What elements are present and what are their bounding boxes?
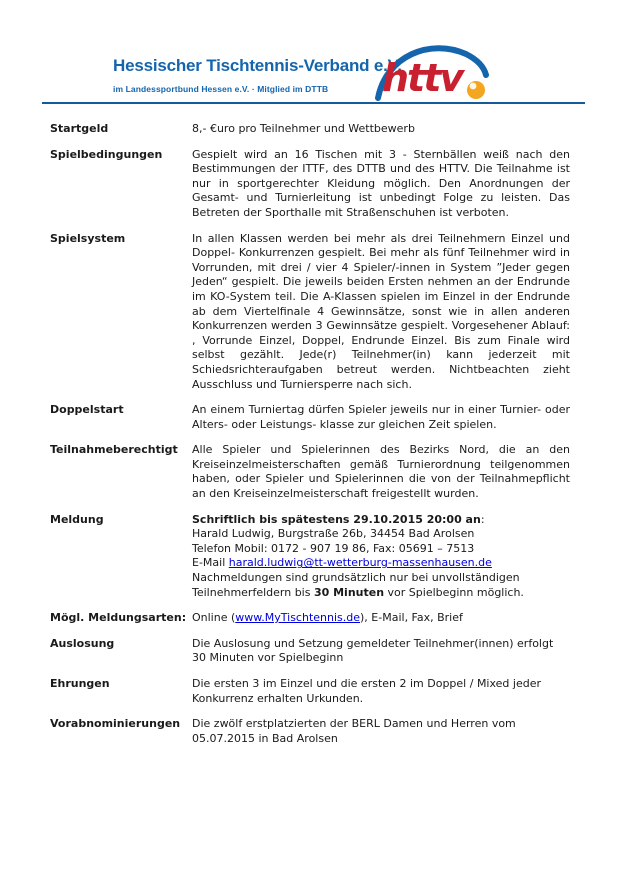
section-text: In allen Klassen werden bei mehr als drei Teilnehmern Einzel und Doppel- Konkurrenzen gespielt. Bei mehr als fünf Teilnehmer wird in Vorrunden, mit drei / vier 4 Spieler/-innen in System ”Jeder gegen Jeden“ gespielt. Die jeweils beiden Ersten nehmen an der Endrunde im KO-System teil. Die A-Klassen spielen im Einzel in der Endrunde ab dem Viertelfinale 4 Gewinnsätze, sonst wie in allen anderen Konkurrenzen werden 3 Gewinnsätze gespielt. Vorgesehener Ablauf: , Vorrunde Einzel, Doppel, Endrunde Einzel. Bis zum Finale wird selbst gezählt. Jede(r) Teilnehmer(in) kann jederzeit mit Schiedsrichteraufgaben betreut werden. Nichtbeachten zieht Ausschluss und Turniersperre nach sich. <box>192 231 570 391</box>
section-spielbedingungen <box>50 148 570 221</box>
mytischtennis-link[interactable]: www.MyTischtennis.de <box>235 611 361 625</box>
section-label: Vorabnominierungen <box>50 717 181 731</box>
meldung-note-post: vor Spielbeginn möglich. <box>384 585 524 599</box>
meldung-note-bold: 30 Minuten <box>313 585 385 599</box>
org-subtitle: im Landessportbund Hessen e.V. · Mitglied im DTTB <box>113 84 329 94</box>
section-label: Doppelstart <box>50 403 124 417</box>
section-label: Mögl. Meldungsarten: <box>50 611 187 625</box>
section-text: Die zwölf erstplatzierten der BERL Damen und Herren vom 05.07.2015 in Bad Arolsen <box>192 717 516 745</box>
section-text: An einem Turniertag dürfen Spieler jeweils nur in einer Turnier- oder Alters- oder Leistungs- klasse zur gleichen Zeit spielen. <box>192 403 570 431</box>
section-doppelstart <box>50 403 570 432</box>
section-label: Spielbedingungen <box>50 147 163 161</box>
section-teilnahmeberechtigt <box>50 443 570 501</box>
section-startgeld <box>50 122 570 137</box>
section-text <box>192 513 570 601</box>
section-text: Die ersten 3 im Einzel und die ersten 2 im Doppel / Mixed jeder Konkurrenz erhalten Urkunden. <box>192 677 542 705</box>
section-text: Die Auslosung und Setzung gemeldeter Teilnehmer(innen) erfolgt 30 Minuten vor Spielbeginn <box>192 636 554 665</box>
section-vorabnominierungen <box>50 717 570 746</box>
meldung-deadline: Schriftlich bis spätestens 29.10.2015 20:00 an <box>192 512 481 526</box>
logo-ball <box>467 81 485 99</box>
section-spielsystem <box>50 232 570 393</box>
header-divider <box>42 102 585 104</box>
email-link[interactable]: harald.ludwig@tt-wetterburg-massenhausen.de <box>228 556 492 570</box>
section-label: Ehrungen <box>50 677 110 690</box>
section-label: Spielsystem <box>50 231 126 245</box>
section-text: Gespielt wird an 16 Tischen mit 3 - Sternbällen weiß nach den Bestimmungen der ITTF, des DTTB und des HTTV. Die Teilnahme ist nur in sportgerechter Kleidung möglich. Den Anordnungen der Gesamt- und Turnierleitung ist unbedingt Folge zu leisten. Das Betreten der Sporthalle mit Straßenschuhen ist verboten. <box>192 147 570 219</box>
section-meldung <box>50 513 570 601</box>
section-text: 8,- €uro pro Teilnehmer und Wettbewerb <box>192 122 415 135</box>
meldung-phone: Telefon Mobil: 0172 - 907 19 86, Fax: 05691 – 7513 <box>192 541 475 555</box>
org-title: Hessischer Tischtennis-Verband e.V. <box>113 56 402 75</box>
section-label: Teilnahmeberechtigt <box>50 443 178 457</box>
meldung-deadline-colon: : <box>480 512 485 526</box>
section-label: Meldung <box>50 512 104 526</box>
meldungsarten-pre: Online ( <box>192 611 236 625</box>
section-label: Auslosung <box>50 636 115 650</box>
logo-ball-highlight <box>470 83 477 90</box>
httv-logo <box>370 36 498 104</box>
section-text <box>192 611 570 626</box>
httv-logo-graphic <box>370 36 498 104</box>
section-auslosung <box>50 637 570 666</box>
section-label: Startgeld <box>50 122 109 135</box>
document-content <box>50 122 570 757</box>
section-meldungsarten <box>50 611 570 626</box>
section-ehrungen <box>50 677 570 706</box>
meldung-email-label: E-Mail <box>192 556 229 570</box>
meldungsarten-post: ), E-Mail, Fax, Brief <box>360 611 463 625</box>
logo-text: httv <box>382 56 463 100</box>
meldung-address: Harald Ludwig, Burgstraße 26b, 34454 Bad Arolsen <box>192 527 475 541</box>
meldung-note-pre: Nachmeldungen sind grundsätzlich nur bei unvollständigen Teilnehmerfeldern bis <box>192 571 520 599</box>
section-text: Alle Spieler und Spielerinnen des Bezirks Nord, die an den Kreiseinzelmeisterschaften gemäß Turnierordnung teilgenommen haben, oder Spieler und Spielerinnen die von der Teilnahmepflicht an den Kreiseinzelmeisterschaft freigestellt wurden. <box>192 443 570 501</box>
